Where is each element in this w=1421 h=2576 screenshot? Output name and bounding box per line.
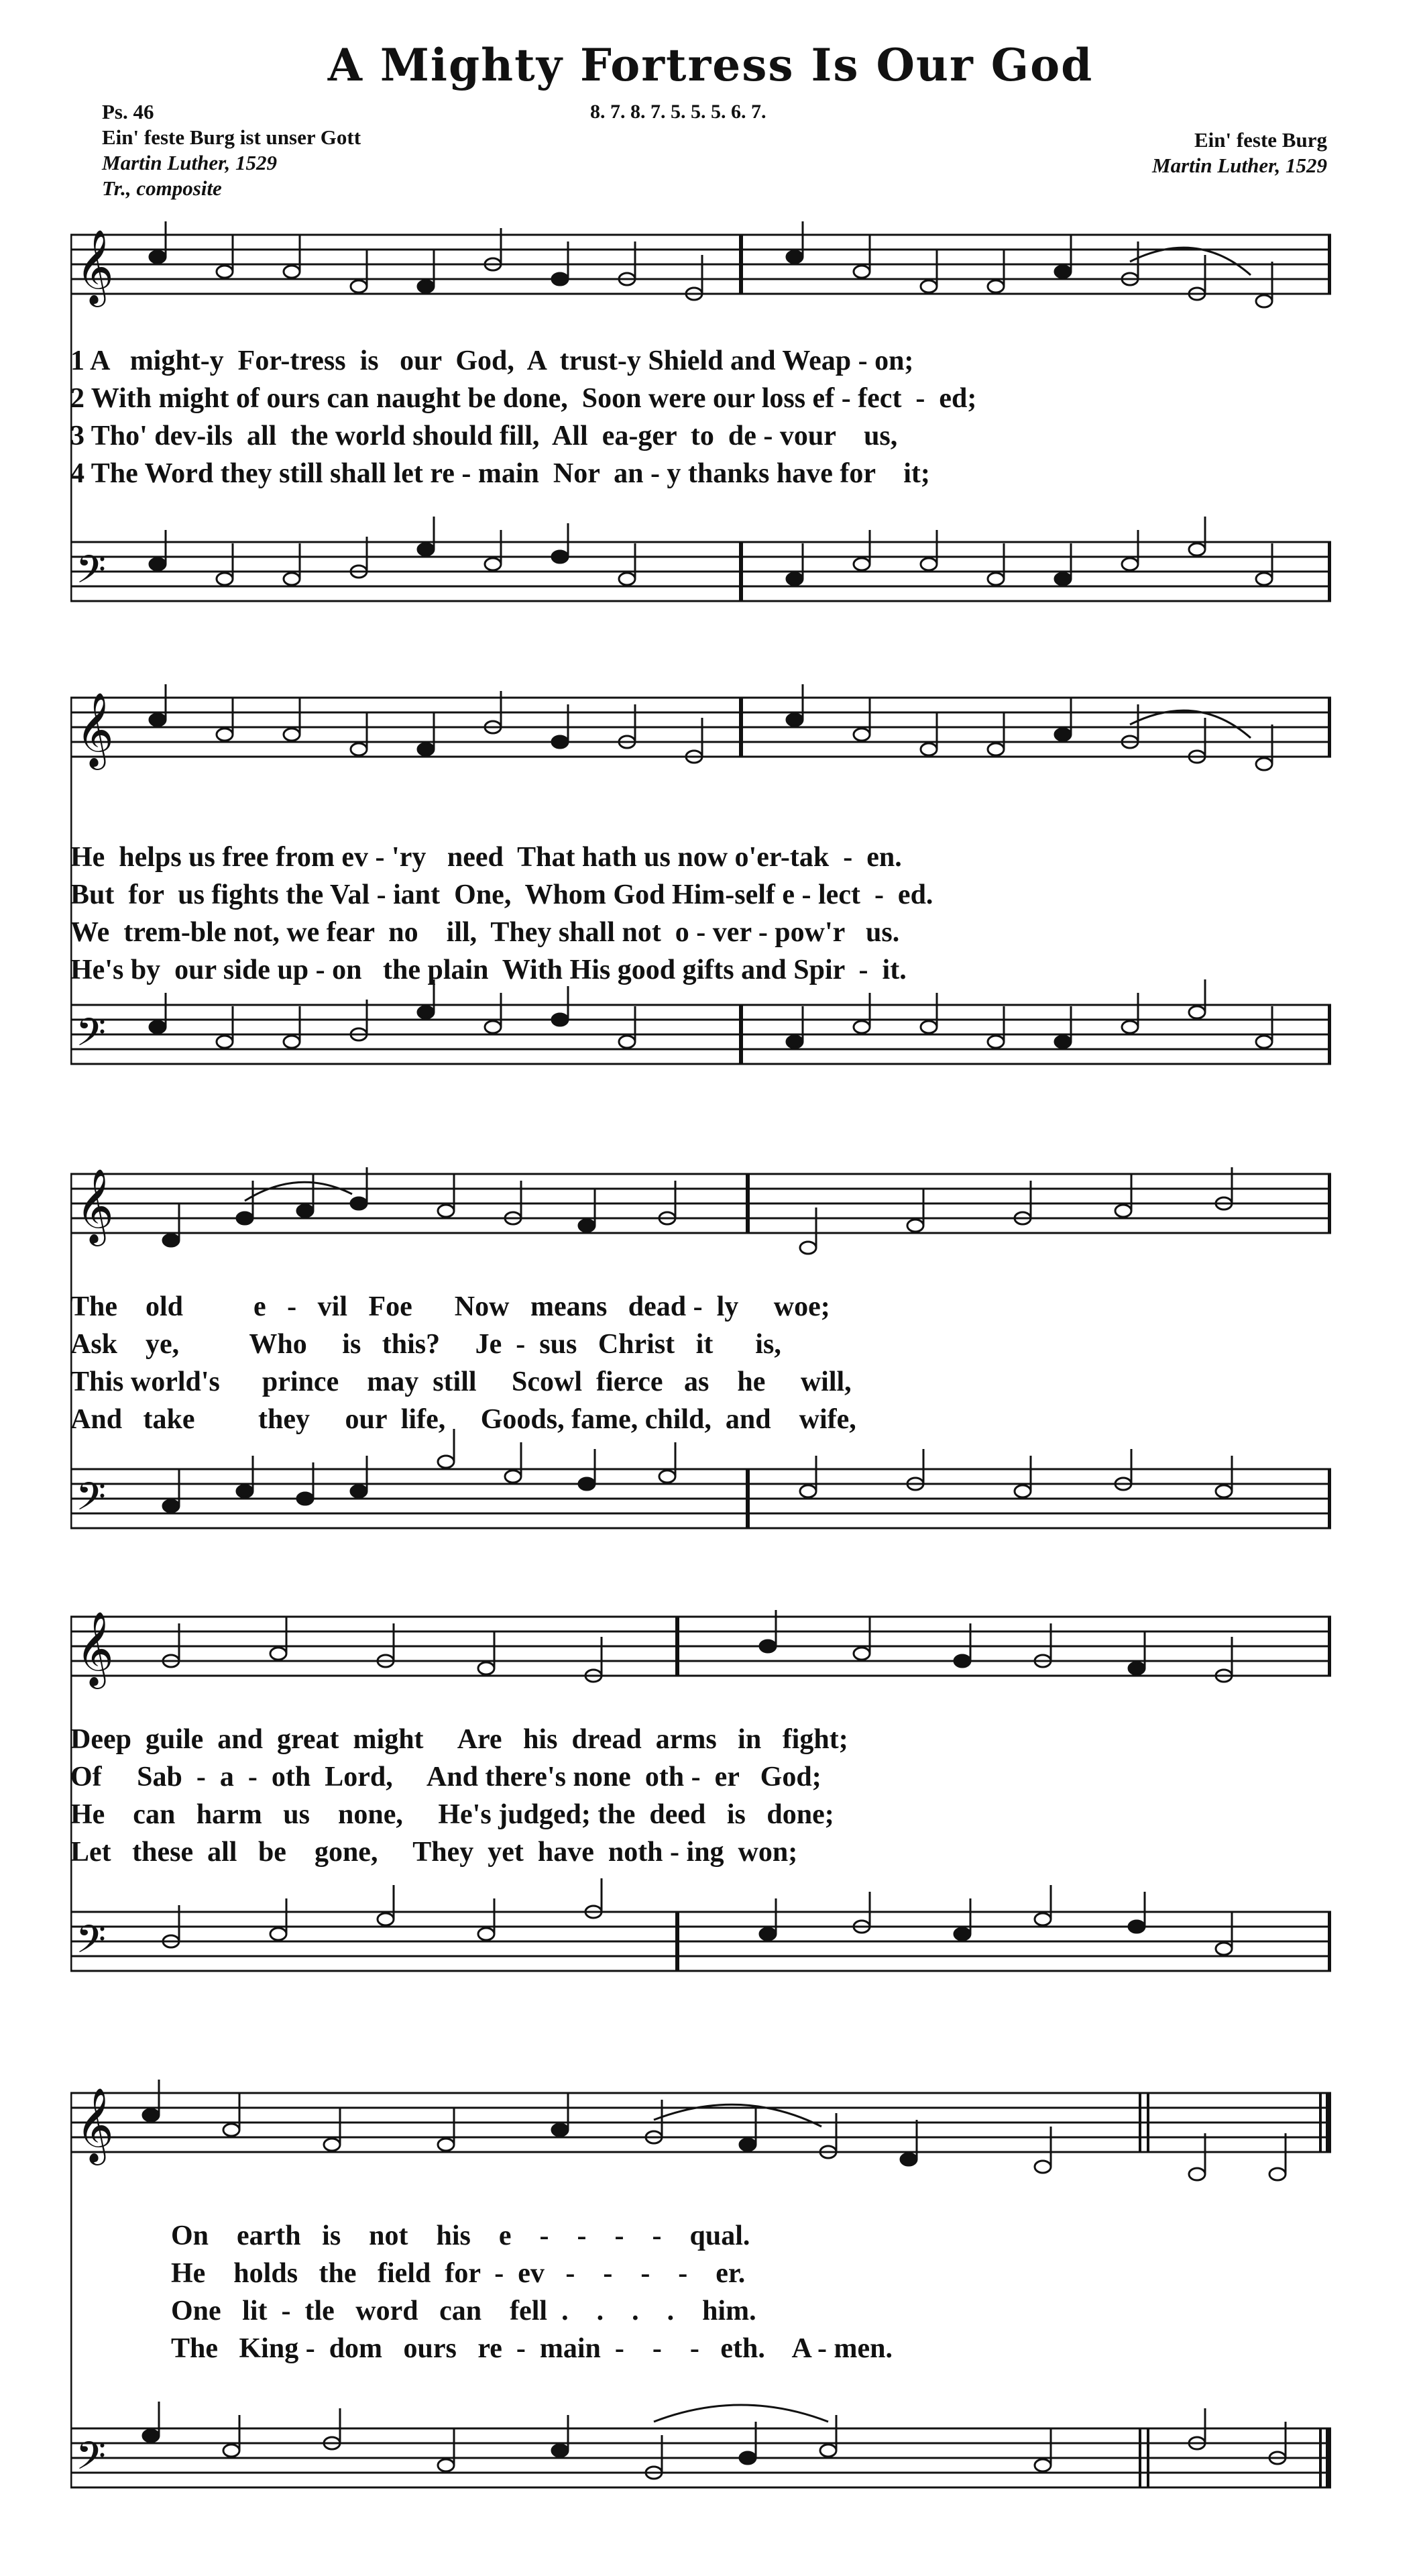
svg-text:𝄞: 𝄞 (76, 1168, 114, 1243)
verse-line-1: The old e - vil Foe Now means dead - ly woe; (70, 1291, 830, 1322)
music-system-1 (70, 215, 1331, 644)
svg-text:𝄞: 𝄞 (76, 692, 114, 767)
verse-line-2: Of Sab - a - oth Lord, And there's none oth - er God; (70, 1762, 821, 1792)
translator-credit: Tr., composite (102, 176, 222, 200)
verse-lyrics (70, 342, 1331, 492)
verse-line-1: On earth is not his e - - - - qual. (171, 2220, 750, 2251)
verse-line-2: 2 With might of ours can naught be done, Soon were our loss ef - fect - ed; (70, 383, 977, 414)
verse-line-4: And take they our life, Goods, fame, child, and wife, (70, 1404, 856, 1435)
music-system-2 (70, 678, 1331, 1107)
verse-lyrics (70, 839, 1331, 989)
hymn-title: A Mighty Fortress Is Our God (327, 39, 1094, 91)
original-title: Ein' feste Burg ist unser Gott (102, 125, 361, 149)
svg-text:𝄢: 𝄢 (76, 1917, 107, 1972)
music-system-5 (70, 2073, 1331, 2542)
verse-line-3: We trem-ble not, we fear no ill, They shall not o - ver - pow'r us. (70, 917, 900, 948)
svg-text:𝄞: 𝄞 (76, 1611, 114, 1686)
psalm-reference: Ps. 46 (102, 100, 154, 123)
header-left (102, 99, 361, 201)
verse-lyrics (70, 1288, 1331, 1438)
header-right (1152, 127, 1327, 178)
verse-lyrics (171, 2217, 1421, 2367)
svg-text:𝄢: 𝄢 (76, 1474, 107, 1529)
tune-name: Ein' feste Burg (1194, 128, 1327, 152)
verse-line-3: One lit - tle word can fell . . . . him. (171, 2296, 756, 2326)
verse-line-3: He can harm us none, He's judged; the deed is done; (70, 1799, 834, 1830)
svg-text:𝄢: 𝄢 (76, 547, 107, 602)
verse-line-4: 4 The Word they still shall let re - main Nor an - y thanks have for it; (70, 458, 930, 489)
svg-text:𝄢: 𝄢 (76, 1010, 107, 1065)
tune-composer: Martin Luther, 1529 (1152, 154, 1327, 177)
verse-line-3: 3 Tho' dev-ils all the world should fill, All ea-ger to de - vour us, (70, 421, 898, 451)
music-system-3 (70, 1154, 1331, 1570)
music-system-4 (70, 1597, 1331, 2012)
text-author: Martin Luther, 1529 (102, 151, 277, 174)
verse-lyrics (70, 1721, 1331, 1871)
verse-line-3: This world's prince may still Scowl fierce as he will, (70, 1366, 852, 1397)
verse-line-2: Ask ye, Who is this? Je - sus Christ it is, (70, 1329, 781, 1360)
verse-line-2: He holds the field for - ev - - - - er. (171, 2258, 746, 2289)
svg-text:𝄞: 𝄞 (76, 2087, 114, 2162)
verse-line-1: He helps us free from ev - 'ry need That hath us now o'er-tak - en. (70, 842, 902, 873)
verse-line-4: The King - dom ours re - main - - - eth. A - men. (171, 2333, 893, 2364)
svg-text:𝄢: 𝄢 (76, 2433, 107, 2488)
svg-text:𝄞: 𝄞 (76, 229, 114, 304)
meter: 8. 7. 8. 7. 5. 5. 5. 6. 7. (590, 101, 766, 123)
verse-line-2: But for us fights the Val - iant One, Whom God Him-self e - lect - ed. (70, 879, 933, 910)
verse-line-4: Let these all be gone, They yet have noth - ing won; (70, 1837, 798, 1868)
verse-line-1: Deep guile and great might Are his dread arms in fight; (70, 1724, 848, 1755)
verse-line-1: 1 A might-y For-tress is our God, A trust-y Shield and Weap - on; (70, 345, 914, 376)
verse-line-4: He's by our side up - on the plain With His good gifts and Spir - it. (70, 955, 907, 985)
